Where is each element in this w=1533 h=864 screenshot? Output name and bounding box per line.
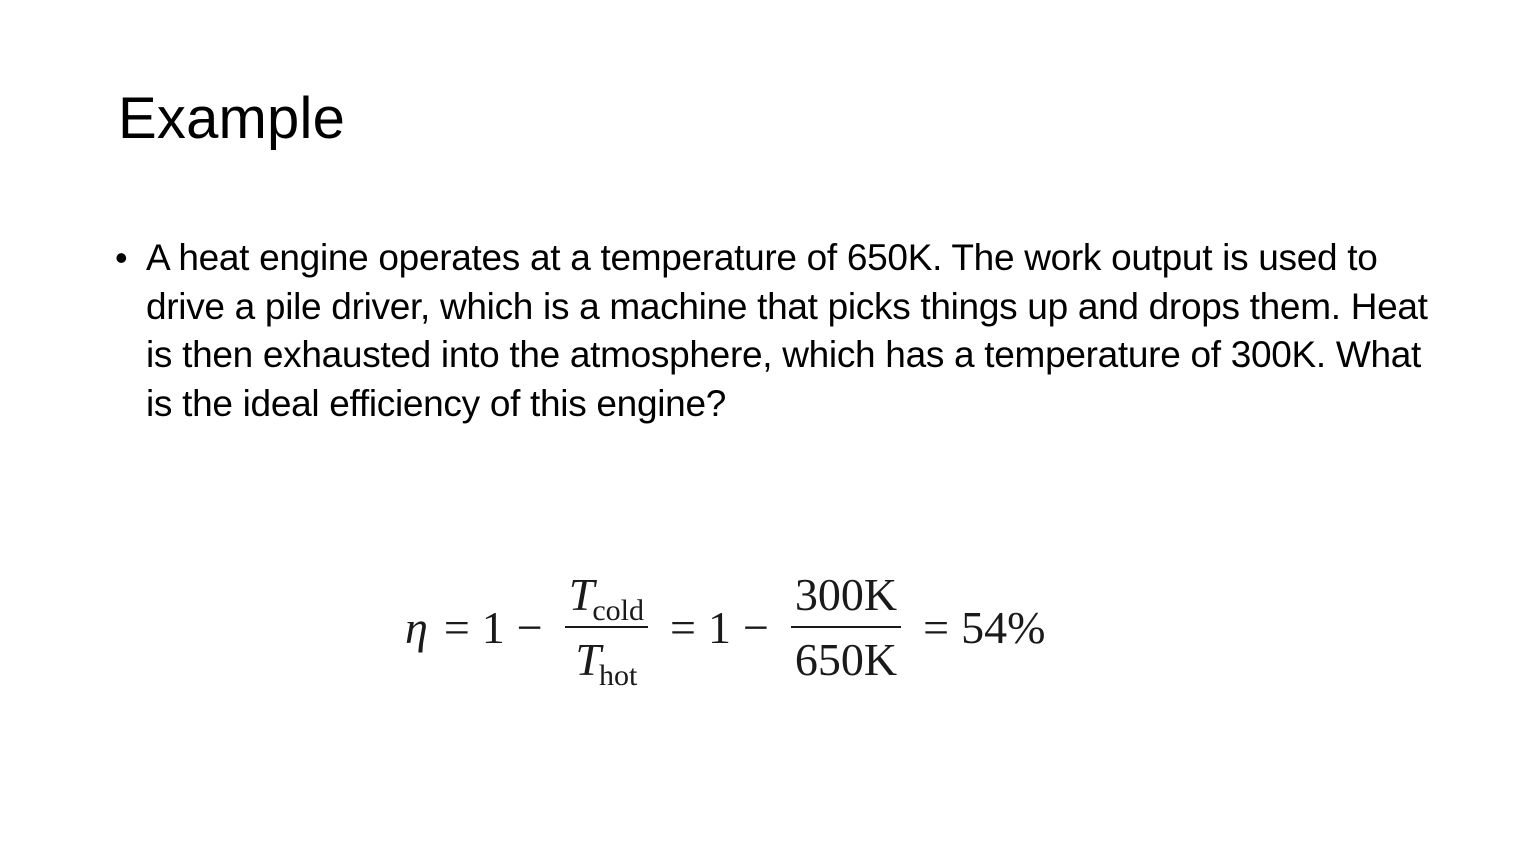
list-item — [112, 234, 1442, 428]
minus-sign: − — [516, 601, 543, 653]
fraction-denominator — [571, 632, 641, 692]
bullet-text: A heat engine operates at a temperature of 650K. The work output is used to drive a pile driver, which is a machine that picks things up and drops them. Heat is then exhausted into the atmosphere, which has a temperature of 300K. What is the ideal efficiency of this engine? — [146, 237, 1428, 424]
equals-sign: = — [443, 601, 470, 653]
t-cold-symbol: T — [568, 568, 595, 620]
one-term: 1 — [707, 601, 731, 653]
minus-sign: − — [742, 601, 769, 653]
efficiency-equation — [405, 562, 1047, 692]
one-term: 1 — [481, 601, 505, 653]
t-hot-symbol: T — [575, 634, 601, 685]
hot-subscript: hot — [598, 659, 638, 692]
fraction-numerator: 300K — [794, 568, 898, 620]
temperature-ratio-fraction — [565, 567, 648, 692]
eta-symbol: η — [405, 601, 428, 653]
fraction-bar — [791, 626, 901, 628]
fraction-numerator — [565, 567, 648, 627]
result-value: 54% — [961, 601, 1046, 653]
bullet-list — [112, 234, 1442, 428]
equals-sign: = — [669, 601, 696, 653]
value-ratio-fraction — [791, 567, 901, 687]
slide-title: Example — [118, 86, 346, 151]
fraction-denominator: 650K — [794, 634, 898, 685]
equals-sign: = — [923, 601, 950, 653]
bullet-marker: • — [115, 237, 128, 278]
cold-subscript: cold — [592, 593, 644, 627]
